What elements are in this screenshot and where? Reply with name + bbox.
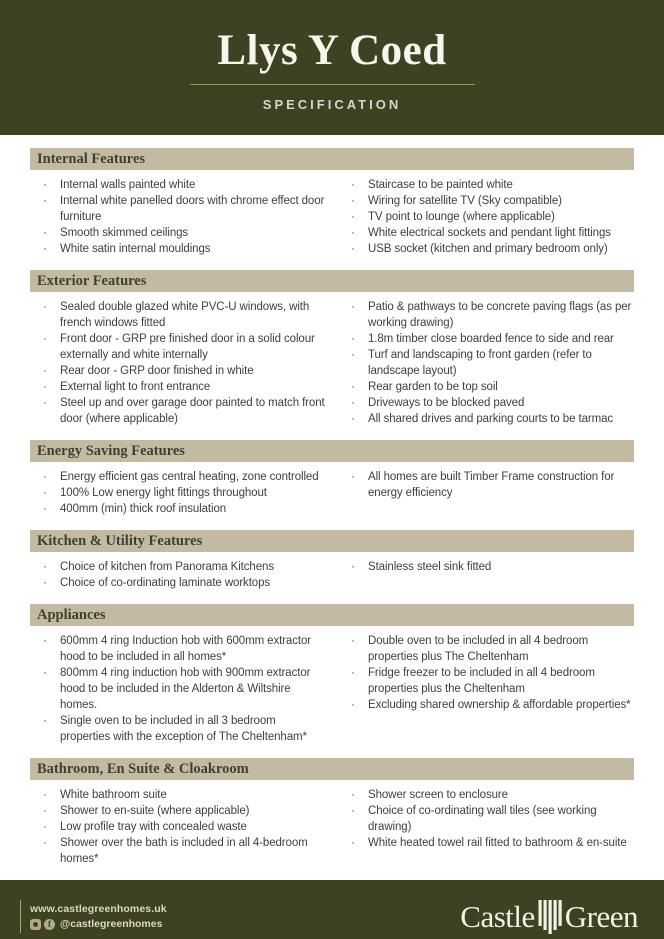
bullet-text: Turf and landscaping to front garden (refer to landscape layout) — [368, 349, 592, 377]
section-title: Exterior Features — [30, 270, 634, 292]
bullet-item — [30, 193, 326, 225]
bullet-text: Shower to en-suite (where applicable) — [60, 805, 250, 817]
bullet-icon: · — [351, 805, 355, 817]
bullet-text: 100% Low energy light fittings throughout — [60, 487, 267, 499]
bullet-list-right — [338, 633, 634, 745]
bullet-item — [338, 697, 634, 713]
bullet-item — [338, 469, 634, 501]
bullet-item — [338, 225, 634, 241]
bullet-text: All shared drives and parking courts to be tarmac — [368, 413, 614, 425]
bullet-item — [30, 633, 326, 665]
bullet-icon: · — [43, 471, 47, 483]
section-energy-saving-features — [30, 440, 634, 517]
bullet-item — [338, 299, 634, 331]
bullet-icon: · — [43, 635, 47, 647]
bullet-list-left — [30, 559, 326, 591]
bullet-icon: · — [351, 471, 355, 483]
bullet-text: Stainless steel sink fitted — [368, 561, 492, 573]
bullet-icon: · — [351, 397, 355, 409]
bullet-list-right — [338, 177, 634, 257]
bullet-text: Staircase to be painted white — [368, 179, 513, 191]
bullet-item — [30, 803, 326, 819]
bullet-text: Choice of kitchen from Panorama Kitchens — [60, 561, 274, 573]
bullet-text: 1.8m timber close boarded fence to side and rear — [368, 333, 614, 345]
bullet-icon: · — [351, 211, 355, 223]
section-appliances — [30, 604, 634, 745]
facebook-icon[interactable]: f — [44, 919, 55, 930]
bullet-text: Wiring for satellite TV (Sky compatible) — [368, 195, 562, 207]
bullet-text: Front door - GRP pre finished door in a solid colour externally and white internally — [60, 333, 315, 361]
title-underline — [190, 84, 475, 85]
bullet-item — [338, 193, 634, 209]
bullet-item — [338, 559, 634, 575]
bullet-icon: · — [351, 179, 355, 191]
bullet-icon: · — [351, 699, 355, 711]
bullet-icon: · — [351, 561, 355, 573]
bullet-item — [338, 241, 634, 257]
header — [0, 0, 664, 135]
bullet-item — [30, 501, 326, 517]
footer — [0, 880, 664, 939]
bullet-item — [338, 835, 634, 851]
page-title: Llys Y Coed — [217, 27, 447, 74]
bullet-item — [338, 177, 634, 193]
section-title: Bathroom, En Suite & Cloakroom — [30, 758, 634, 780]
bullet-icon: · — [43, 577, 47, 589]
bullet-text: Steel up and over garage door painted to match front door (where applicable) — [60, 397, 325, 425]
section-internal-features — [30, 148, 634, 257]
bullet-item — [338, 665, 634, 697]
bullet-text: Single oven to be included in all 3 bedroom properties with the exception of The Cheltenham* — [60, 715, 307, 743]
bullet-text: Internal white panelled doors with chrome effect door furniture — [60, 195, 325, 223]
bullet-text: TV point to lounge (where applicable) — [368, 211, 555, 223]
bullet-icon: · — [351, 635, 355, 647]
bullet-list-left — [30, 633, 326, 745]
bullet-icon: · — [43, 789, 47, 801]
bullet-icon: · — [43, 397, 47, 409]
bullet-item — [30, 713, 326, 745]
section-title: Energy Saving Features — [30, 440, 634, 462]
bullet-text: White heated towel rail fitted to bathroom & en-suite — [368, 837, 627, 849]
bullet-icon: · — [43, 837, 47, 849]
bullet-icon: · — [351, 789, 355, 801]
bullet-list-left — [30, 177, 326, 257]
bullet-icon: · — [43, 667, 47, 679]
bullet-text: Fridge freezer to be included in all 4 bedroom properties plus the Cheltenham — [368, 667, 595, 695]
bullet-text: Smooth skimmed ceilings — [60, 227, 189, 239]
section-title: Internal Features — [30, 148, 634, 170]
bullet-icon: · — [351, 243, 355, 255]
bullet-item — [30, 177, 326, 193]
bullet-list-right — [338, 559, 634, 591]
bullet-text: Shower over the bath is included in all 4-bedroom homes* — [60, 837, 308, 865]
bullet-item — [30, 225, 326, 241]
section-exterior-features — [30, 270, 634, 427]
bullet-text: All homes are built Timber Frame construction for energy efficiency — [368, 471, 615, 499]
bullet-text: Choice of co-ordinating wall tiles (see working drawing) — [368, 805, 597, 833]
logo-text-green: Green — [564, 898, 638, 934]
social-row — [30, 918, 167, 930]
bullet-text: White satin internal mouldings — [60, 243, 211, 255]
bullet-text: 800mm 4 ring induction hob with 900mm extractor hood to be included in the Alderton & Wiltshire homes. — [60, 667, 311, 711]
footer-contact-block — [20, 900, 167, 933]
bullet-item — [30, 241, 326, 257]
bullet-text: Driveways to be blocked paved — [368, 397, 525, 409]
bullet-icon: · — [43, 179, 47, 191]
bullet-text: External light to front entrance — [60, 381, 211, 393]
website-link[interactable]: www.castlegreenhomes.uk — [30, 903, 167, 915]
bullet-text: White bathroom suite — [60, 789, 167, 801]
bullet-icon: · — [43, 381, 47, 393]
bullet-icon: · — [351, 381, 355, 393]
bullet-text: Low profile tray with concealed waste — [60, 821, 247, 833]
bullet-icon: · — [43, 715, 47, 727]
bullet-icon: · — [43, 243, 47, 255]
bullet-icon: · — [43, 487, 47, 499]
bullet-icon: · — [43, 503, 47, 515]
bullet-item — [30, 395, 326, 427]
bullet-list-left — [30, 299, 326, 427]
bullet-list-right — [338, 299, 634, 427]
logo-text-castle: Castle — [460, 898, 535, 934]
bullet-item — [30, 559, 326, 575]
social-handle[interactable]: @castlegreenhomes — [60, 918, 163, 930]
content — [0, 135, 664, 880]
section-bathroom-ensuite-cloakroom — [30, 758, 634, 867]
bullet-text: Energy efficient gas central heating, zone controlled — [60, 471, 319, 483]
instagram-icon[interactable] — [30, 919, 41, 930]
bullet-text: Internal walls painted white — [60, 179, 196, 191]
bullet-item — [30, 469, 326, 485]
bullet-icon: · — [351, 349, 355, 361]
bullet-item — [338, 803, 634, 835]
bullet-list-left — [30, 469, 326, 517]
bullet-item — [30, 575, 326, 591]
bullet-icon: · — [43, 227, 47, 239]
bullet-item — [338, 395, 634, 411]
bullet-icon: · — [351, 195, 355, 207]
section-kitchen-utility-features — [30, 530, 634, 591]
bullet-text: White electrical sockets and pendant light fittings — [368, 227, 611, 239]
bullet-icon: · — [43, 821, 47, 833]
bullet-item — [30, 665, 326, 713]
portcullis-shield-icon — [538, 897, 562, 937]
section-title: Appliances — [30, 604, 634, 626]
castle-green-logo — [460, 897, 638, 937]
bullet-list-right — [338, 469, 634, 517]
bullet-item — [338, 209, 634, 225]
bullet-icon: · — [351, 333, 355, 345]
bullet-item — [30, 819, 326, 835]
bullet-item — [338, 411, 634, 427]
bullet-text: 600mm 4 ring Induction hob with 600mm extractor hood to be included in all homes* — [60, 635, 311, 663]
bullet-item — [338, 787, 634, 803]
bullet-icon: · — [351, 301, 355, 313]
section-title: Kitchen & Utility Features — [30, 530, 634, 552]
bullet-icon: · — [351, 837, 355, 849]
bullet-icon: · — [43, 195, 47, 207]
bullet-text: Sealed double glazed white PVC-U windows, with french windows fitted — [60, 301, 310, 329]
bullet-text: Rear garden to be top soil — [368, 381, 498, 393]
bullet-text: Double oven to be included in all 4 bedroom properties plus The Cheltenham — [368, 635, 589, 663]
bullet-item — [338, 633, 634, 665]
bullet-icon: · — [43, 333, 47, 345]
bullet-list-left — [30, 787, 326, 867]
bullet-icon: · — [351, 227, 355, 239]
bullet-item — [338, 347, 634, 379]
bullet-text: Patio & pathways to be concrete paving flags (as per working drawing) — [368, 301, 632, 329]
bullet-icon: · — [43, 365, 47, 377]
bullet-text: Rear door - GRP door finished in white — [60, 365, 254, 377]
bullet-icon: · — [351, 413, 355, 425]
bullet-item — [338, 379, 634, 395]
bullet-icon: · — [351, 667, 355, 679]
bullet-text: USB socket (kitchen and primary bedroom only) — [368, 243, 608, 255]
bullet-item — [30, 379, 326, 395]
bullet-list-right — [338, 787, 634, 867]
bullet-text: Shower screen to enclosure — [368, 789, 508, 801]
bullet-item — [338, 331, 634, 347]
bullet-item — [30, 485, 326, 501]
bullet-item — [30, 299, 326, 331]
bullet-text: Choice of co-ordinating laminate worktops — [60, 577, 271, 589]
bullet-item — [30, 787, 326, 803]
bullet-text: 400mm (min) thick roof insulation — [60, 503, 227, 515]
bullet-icon: · — [43, 301, 47, 313]
bullet-text: Excluding shared ownership & affordable properties* — [368, 699, 631, 711]
page-subtitle: SPECIFICATION — [262, 97, 402, 112]
bullet-item — [30, 835, 326, 867]
bullet-icon: · — [43, 805, 47, 817]
bullet-item — [30, 331, 326, 363]
bullet-icon: · — [43, 561, 47, 573]
bullet-item — [30, 363, 326, 379]
